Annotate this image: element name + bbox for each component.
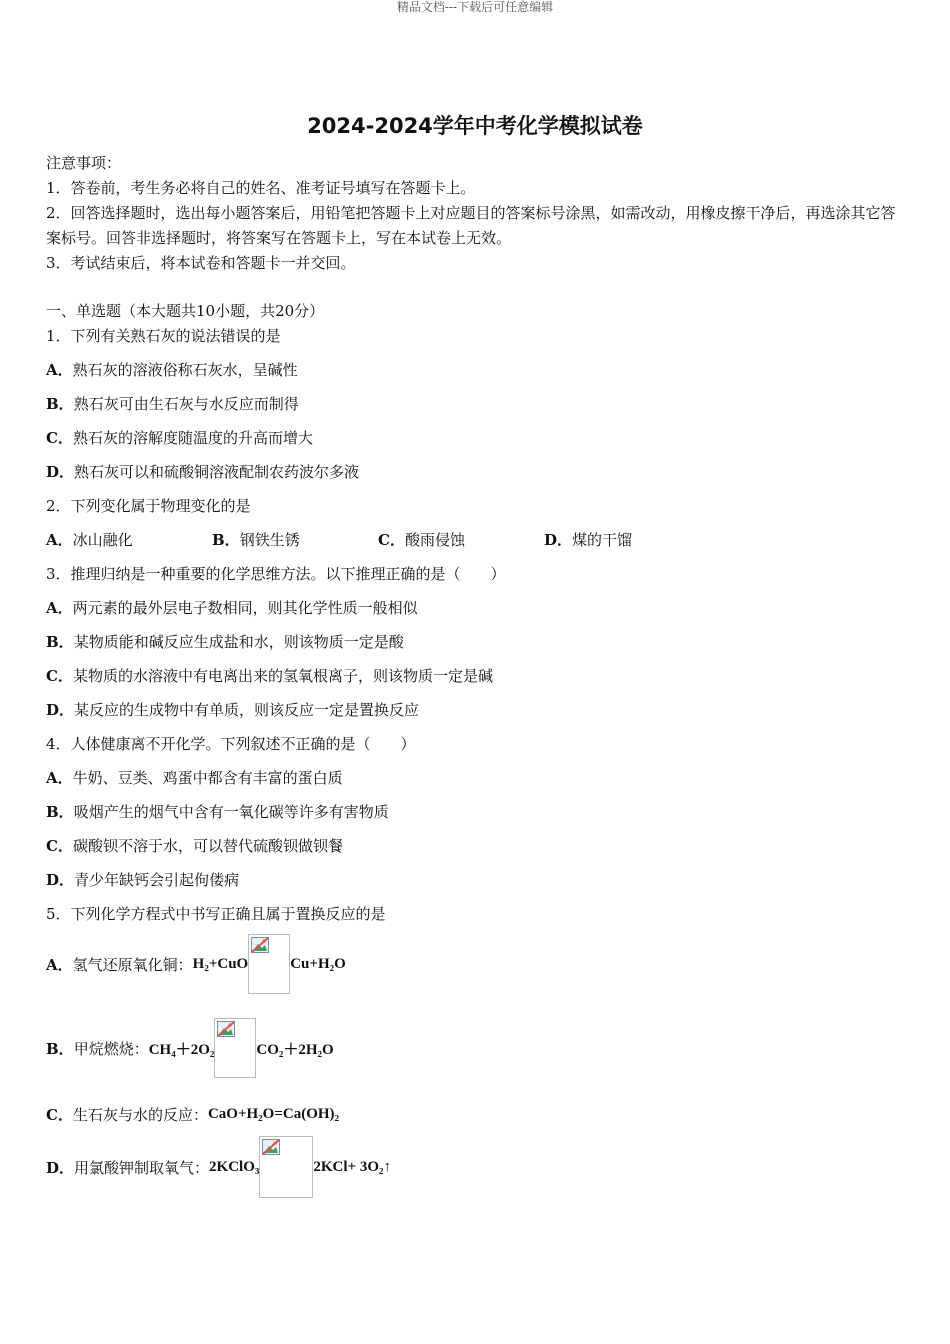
option xyxy=(46,869,239,891)
option-label: B． xyxy=(46,633,74,651)
notice-heading: 注意事项： xyxy=(46,154,122,172)
option-label: C． xyxy=(378,531,405,549)
option xyxy=(46,631,404,653)
option-label: B． xyxy=(46,395,74,413)
option-row xyxy=(46,529,632,551)
option xyxy=(46,1018,334,1078)
option xyxy=(46,461,359,483)
option-label: A． xyxy=(46,361,73,379)
broken-image-icon xyxy=(259,1136,313,1198)
option-text: 某物质能和碱反应生成盐和水，则该物质一定是酸 xyxy=(73,633,404,651)
option-text: 某反应的生成物中有单质，则该反应一定是置换反应 xyxy=(74,701,420,719)
option xyxy=(46,1102,339,1126)
option-label: A． xyxy=(46,531,73,549)
option-label: D． xyxy=(46,701,75,719)
option-label: D． xyxy=(46,1158,75,1177)
option xyxy=(378,529,544,551)
page-title: 2024-2024学年中考化学模拟试卷 xyxy=(307,114,643,138)
option-label: A． xyxy=(46,955,73,974)
option-text: 氢气还原氧化铜： xyxy=(72,955,193,974)
option-label: D． xyxy=(46,871,75,889)
option-text: 某物质的水溶液中有电离出来的氢氧根离子，则该物质一定是碱 xyxy=(72,667,493,685)
equation-products: 2KCl+ 3O₂↑ xyxy=(313,1158,392,1175)
question-stem: 4．人体健康离不开化学。下列叙述不正确的是（ ） xyxy=(46,735,416,753)
broken-image-icon xyxy=(214,1018,256,1078)
question-stem: 1．下列有关熟石灰的说法错误的是 xyxy=(46,327,281,345)
option xyxy=(212,529,378,551)
section-heading: 一、单选题（本大题共10小题，共20分） xyxy=(46,302,325,320)
option-label: C． xyxy=(46,429,73,447)
option xyxy=(46,665,493,687)
option-text: 甲烷燃烧： xyxy=(73,1039,149,1058)
equation-reactants: 2KClO₃ xyxy=(209,1158,260,1175)
option-label: C． xyxy=(46,667,73,685)
option xyxy=(544,529,632,551)
equation-reactants: CH₄＋2O₂ xyxy=(148,1041,215,1058)
option-label: C． xyxy=(46,837,73,855)
option-text: 熟石灰的溶液俗称石灰水，呈碱性 xyxy=(72,361,298,379)
equation-products: Cu+H₂O xyxy=(290,955,346,972)
option xyxy=(46,699,419,721)
option xyxy=(46,835,343,857)
option xyxy=(46,801,389,823)
question-stem: 3．推理归纳是一种重要的化学思维方法。以下推理正确的是（ ） xyxy=(46,565,506,583)
notice-section xyxy=(46,151,906,276)
option-text: 冰山融化 xyxy=(72,531,133,549)
option xyxy=(46,767,343,789)
option-label: B． xyxy=(46,803,74,821)
option-label: D． xyxy=(46,463,75,481)
option xyxy=(46,597,418,619)
option-text: 牛奶、豆类、鸡蛋中都含有丰富的蛋白质 xyxy=(72,769,343,787)
option xyxy=(46,393,299,415)
equation: CaO+H₂O=Ca(OH)₂ xyxy=(207,1105,340,1122)
notice-item: 1．答卷前，考生务必将自己的姓名、准考证号填写在答题卡上。 xyxy=(46,179,476,197)
option-label: C． xyxy=(46,1105,73,1124)
option-label: B． xyxy=(46,1039,74,1058)
equation-products: CO₂＋2H₂O xyxy=(256,1041,334,1058)
option-text: 钢铁生锈 xyxy=(239,531,300,549)
option-text: 碳酸钡不溶于水，可以替代硫酸钡做钡餐 xyxy=(72,837,343,855)
option-text: 吸烟产生的烟气中含有一氧化碳等许多有害物质 xyxy=(73,803,389,821)
equation-reactants: H₂+CuO xyxy=(192,955,249,972)
option xyxy=(46,427,313,449)
option-label: A． xyxy=(46,599,73,617)
option-text: 生石灰与水的反应： xyxy=(72,1105,208,1124)
notice-item: 2．回答选择题时，选出每小题答案后，用铅笔把答题卡上对应题目的答案标号涂黑，如需改动，用橡皮擦干净后，再选涂其它答案标号。回答非选择题时，将答案写在答题卡上，写在本试卷上无效。 xyxy=(46,204,896,247)
option-label: D． xyxy=(544,531,573,549)
option-label: B． xyxy=(212,531,240,549)
option-label: A． xyxy=(46,769,73,787)
option-text: 煤的干馏 xyxy=(572,531,633,549)
option xyxy=(46,934,346,994)
option xyxy=(46,1136,391,1198)
option-text: 熟石灰可由生石灰与水反应而制得 xyxy=(73,395,299,413)
option-text: 青少年缺钙会引起佝偻病 xyxy=(74,871,240,889)
option xyxy=(46,529,212,551)
option-text: 用氯酸钾制取氧气： xyxy=(74,1158,210,1177)
broken-image-icon xyxy=(248,934,290,994)
option-text: 熟石灰可以和硫酸铜溶液配制农药波尔多液 xyxy=(74,463,360,481)
header-note: 精品文档---下载后可任意编辑 xyxy=(396,0,554,14)
option xyxy=(46,359,298,381)
option-text: 酸雨侵蚀 xyxy=(404,531,465,549)
option-text: 两元素的最外层电子数相同，则其化学性质一般相似 xyxy=(72,599,418,617)
notice-item: 3．考试结束后，将本试卷和答题卡一并交回。 xyxy=(46,254,356,272)
option-text: 熟石灰的溶解度随温度的升高而增大 xyxy=(72,429,313,447)
question-stem: 2．下列变化属于物理变化的是 xyxy=(46,497,251,515)
question-stem: 5．下列化学方程式中书写正确且属于置换反应的是 xyxy=(46,905,386,923)
